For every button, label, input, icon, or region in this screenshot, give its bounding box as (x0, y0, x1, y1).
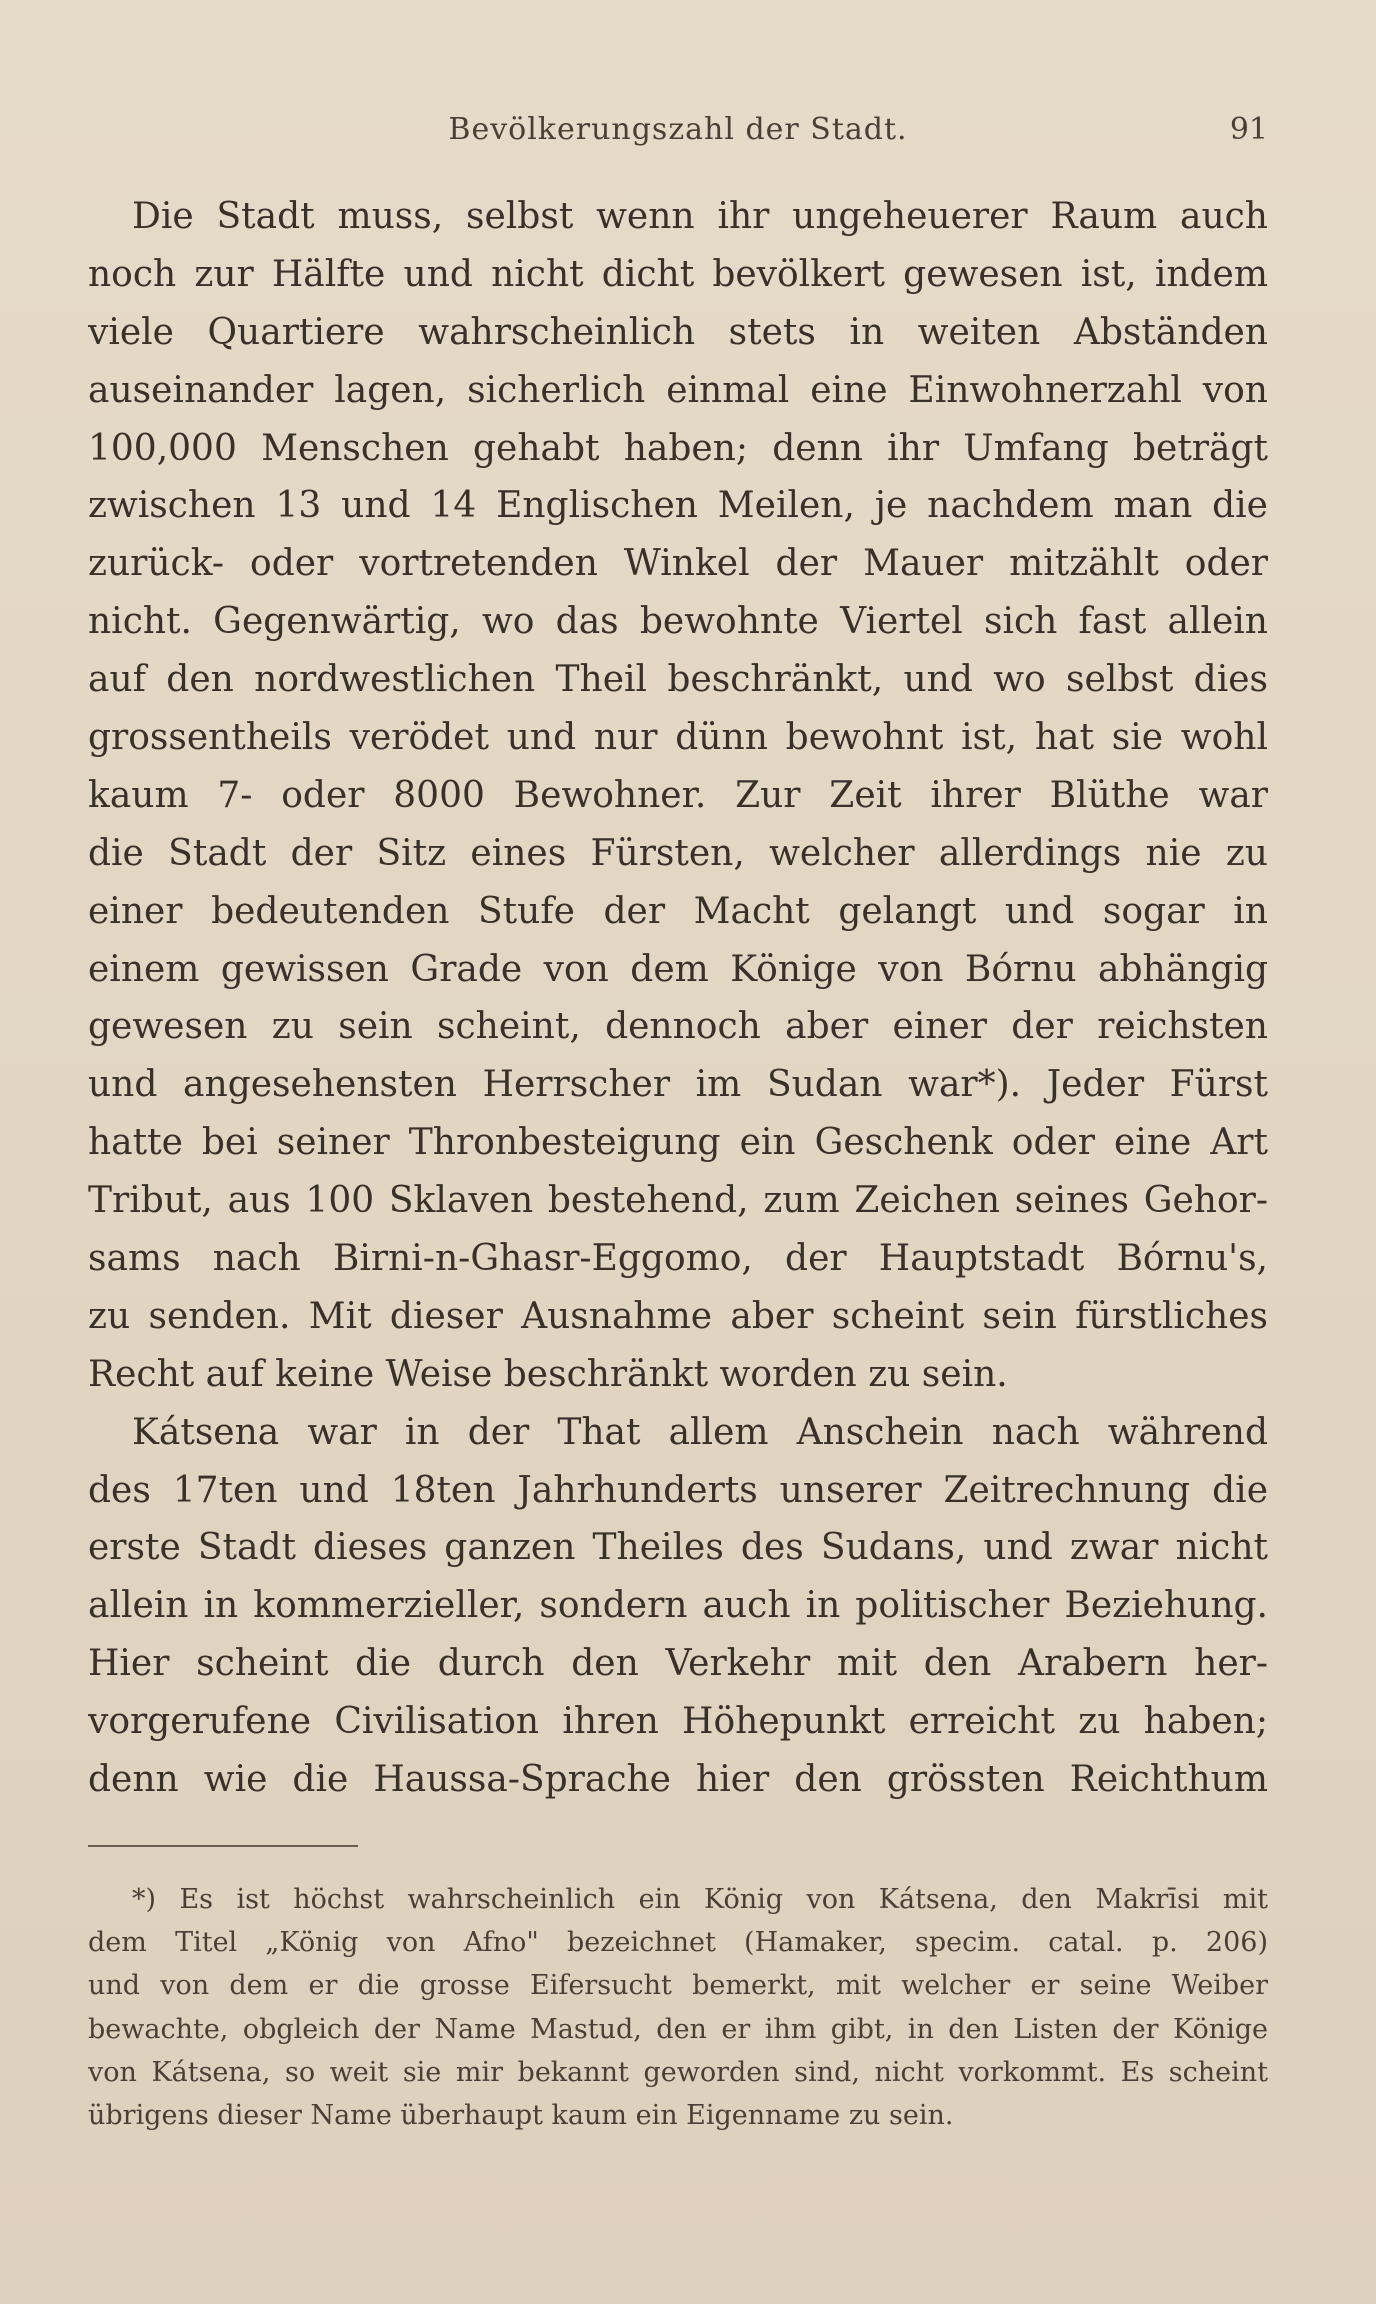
text-line: Die Stadt muss, selbst wenn ihr ungeheuerer Raum auch (132, 196, 1268, 237)
text-line: grossentheils verödet und nur dünn bewohnt ist, hat sie wohl (88, 717, 1268, 759)
footnote-rule (88, 1845, 358, 1847)
body-text (88, 188, 1268, 1809)
text-line: gewesen zu sein scheint, dennoch aber einer der reichsten (88, 1006, 1268, 1048)
footnote-line: dem Titel „König von Afno" bezeichnet (Hamaker, specim. catal. p. 206) (88, 1927, 1268, 1959)
text-line: hatte bei seiner Thronbesteigung ein Geschenk oder eine Art (88, 1122, 1268, 1164)
text-line: vorgerufene Civilisation ihren Höhepunkt erreicht zu haben; (88, 1701, 1268, 1743)
text-line: kaum 7- oder 8000 Bewohner. Zur Zeit ihrer Blüthe war (88, 774, 1268, 816)
text-line: die Stadt der Sitz eines Fürsten, welcher allerdings nie zu (88, 832, 1268, 874)
text-line: zu senden. Mit dieser Ausnahme aber scheint sein fürstliches (88, 1295, 1268, 1337)
footnote-line: *) Es ist höchst wahrscheinlich ein König von Kátsena, den Makrīsi mit (132, 1884, 1268, 1915)
footnote-line: von Kátsena, so weit sie mir bekannt geworden sind, nicht vorkommt. Es scheint (88, 2056, 1268, 2088)
text-line: Hier scheint die durch den Verkehr mit den Arabern her- (88, 1643, 1268, 1685)
text-line: Tribut, aus 100 Sklaven bestehend, zum Zeichen seines Gehor- (88, 1180, 1268, 1222)
text-line: allein in kommerzieller, sondern auch in politischer Beziehung. (88, 1585, 1268, 1627)
text-line: einer bedeutenden Stufe der Macht gelangt und sogar in (88, 890, 1268, 932)
text-line: 100,000 Menschen gehabt haben; denn ihr Umfang beträgt (88, 427, 1268, 469)
text-line: erste Stadt dieses ganzen Theiles des Sudans, und zwar nicht (88, 1527, 1268, 1569)
text-line: viele Quartiere wahrscheinlich stets in weiten Abständen (88, 311, 1268, 353)
text-line: auseinander lagen, sicherlich einmal eine Einwohnerzahl von (88, 369, 1268, 411)
text-line: nicht. Gegenwärtig, wo das bewohnte Viertel sich fast allein (88, 601, 1268, 643)
footnote-line: bewachte, obgleich der Name Mastud, den er ihm gibt, in den Listen der Könige (88, 2013, 1268, 2045)
text-line: des 17ten und 18ten Jahrhunderts unserer Zeitrechnung die (88, 1469, 1268, 1511)
text-line: zurück- oder vortretenden Winkel der Mauer mitzählt oder (88, 543, 1268, 585)
text-line: noch zur Hälfte und nicht dicht bevölkert gewesen ist, indem (88, 253, 1268, 295)
text-line: einem gewissen Grade von dem Könige von Bórnu abhängig (88, 948, 1268, 990)
running-head: Bevölkerungszahl der Stadt. (448, 112, 908, 147)
text-line: sams nach Birni-n-Ghasr-Eggomo, der Hauptstadt Bórnu's, (88, 1238, 1268, 1280)
text-line: denn wie die Haussa-Sprache hier den grössten Reichthum (88, 1759, 1268, 1801)
footnote-line: übrigens dieser Name überhaupt kaum ein Eigenname zu sein. (88, 2099, 954, 2131)
text-line: zwischen 13 und 14 Englischen Meilen, je nachdem man die (88, 485, 1268, 527)
footnote (88, 1878, 1268, 2137)
text-line: und angesehensten Herrscher im Sudan war*). Jeder Fürst (88, 1064, 1268, 1106)
text-line: Kátsena war in der That allem Anschein nach während (132, 1411, 1268, 1453)
page-header (88, 112, 1268, 152)
footnote-line: und von dem er die grosse Eifersucht bemerkt, mit welcher er seine Weiber (88, 1970, 1268, 2002)
page-number: 91 (1229, 112, 1268, 147)
text-line: auf den nordwestlichen Theil beschränkt, und wo selbst dies (88, 659, 1268, 701)
text-line: Recht auf keine Weise beschränkt worden zu sein. (88, 1353, 1008, 1395)
